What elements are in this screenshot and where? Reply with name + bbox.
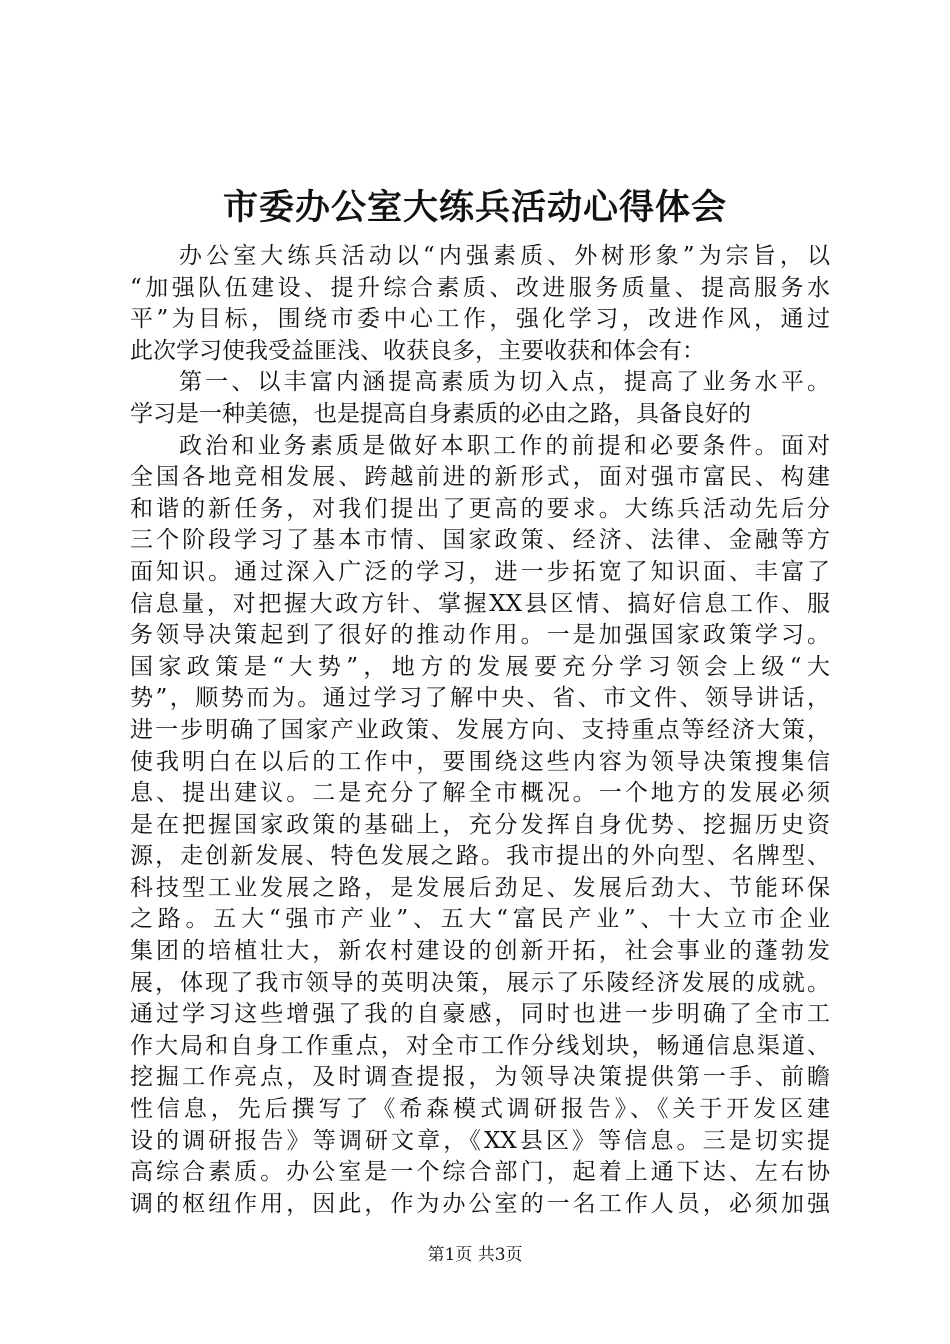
body-line: 息、提出建议。二是充分了解全市概况。一个地方的发展必须 <box>130 780 830 807</box>
body-line: 三个阶段学习了基本市情、国家政策、经济、法律、金融等方 <box>130 527 830 554</box>
body-line: 平”为目标，围绕市委中心工作，强化学习，改进作风，通过 <box>130 306 830 333</box>
body-line: 政治和业务素质是做好本职工作的前提和必要条件。面对 <box>179 432 830 459</box>
body-line: 之路。五大“强市产业”、五大“富民产业”、十大立市企业 <box>130 906 830 933</box>
body-line: 使我明白在以后的工作中，要围绕这些内容为领导决策搜集信 <box>130 748 830 775</box>
body-line: 国家政策是“大势”，地方的发展要充分学习领会上级“大 <box>130 653 830 680</box>
body-line: 办公室大练兵活动以“内强素质、外树形象”为宗旨，以 <box>179 243 830 269</box>
body-line: 务领导决策起到了很好的推动作用。一是加强国家政策学习。 <box>130 622 830 649</box>
body-line: 信息量，对把握大政方针、掌握XX县区情、搞好信息工作、服 <box>130 590 830 617</box>
page-footer: 第1页 共3页 <box>427 1245 523 1265</box>
body-line: 作大局和自身工作重点，对全市工作分线划块，畅通信息渠道、 <box>130 1032 830 1059</box>
body-line: 科技型工业发展之路，是发展后劲足、发展后劲大、节能环保 <box>130 874 830 901</box>
body-line: 此次学习使我受益匪浅、收获良多，主要收获和体会有： <box>130 337 705 364</box>
body-line: 学习是一种美德，也是提高自身素质的必由之路，具备良好的 <box>130 400 751 427</box>
body-line: “加强队伍建设、提升综合素质、改进服务质量、提高服务水 <box>130 274 830 301</box>
body-line: 挖掘工作亮点，及时调查提报，为领导决策提供第一手、前瞻 <box>130 1064 830 1091</box>
body-line: 进一步明确了国家产业政策、发展方向、支持重点等经济大策， <box>130 716 830 743</box>
body-line: 源，走创新发展、特色发展之路。我市提出的外向型、名牌型、 <box>130 843 830 870</box>
body-line: 设的调研报告》等调研文章，《XX县区》等信息。三是切实提 <box>130 1127 830 1154</box>
body-line: 势”，顺势而为。通过学习了解中央、省、市文件、领导讲话， <box>130 685 830 712</box>
body-line: 调的枢纽作用，因此，作为办公室的一名工作人员，必须加强 <box>130 1190 830 1217</box>
body-line: 展，体现了我市领导的英明决策，展示了乐陵经济发展的成就。 <box>130 969 830 996</box>
body-line: 是在把握国家政策的基础上，充分发挥自身优势、挖掘历史资 <box>130 811 830 838</box>
body-line: 全国各地竞相发展、跨越前进的新形式，面对强市富民、构建 <box>130 464 830 491</box>
body-line: 通过学习这些增强了我的自豪感，同时也进一步明确了全市工 <box>130 1001 830 1028</box>
document-body <box>130 241 830 1220</box>
body-line: 和谐的新任务，对我们提出了更高的要求。大练兵活动先后分 <box>130 495 830 522</box>
body-line: 集团的培植壮大，新农村建设的创新开拓，社会事业的蓬勃发 <box>130 938 830 965</box>
body-line: 第一、以丰富内涵提高素质为切入点，提高了业务水平。 <box>179 369 830 396</box>
document-title: 市委办公室大练兵活动心得体会 <box>222 187 727 228</box>
body-line: 面知识。通过深入广泛的学习，进一步拓宽了知识面、丰富了 <box>130 558 830 585</box>
body-line: 高综合素质。办公室是一个综合部门，起着上通下达、左右协 <box>130 1159 830 1186</box>
body-line: 性信息，先后撰写了《希森模式调研报告》、《关于开发区建 <box>130 1096 830 1123</box>
